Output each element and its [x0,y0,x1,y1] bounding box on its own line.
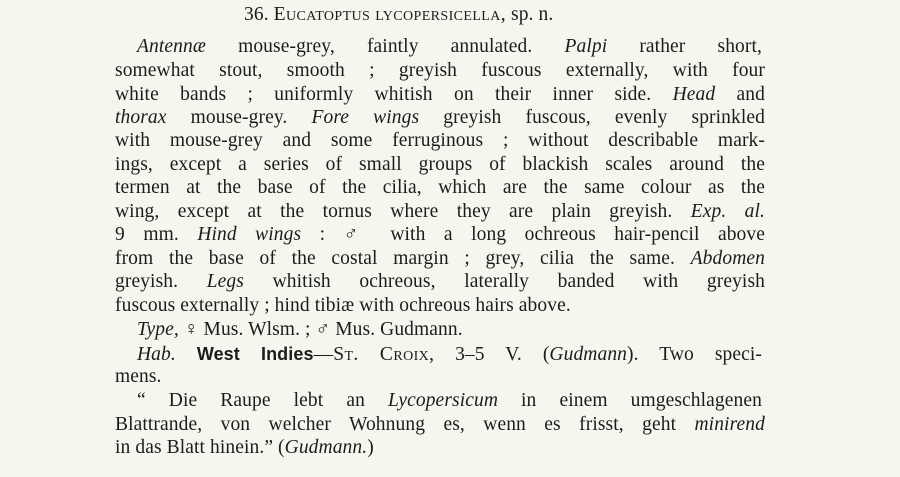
species-name: lycopersicella, [375,4,507,25]
term-thorax: thorax [115,107,167,128]
term-minirend: minirend [694,414,765,435]
description-line-9: 9 mm. Hind wings : ♂ with a long ochreous hair-pencil above [115,224,766,245]
quote-line-3: in das Blatt hinein.” (Gudmann.) [115,437,374,458]
description-line-1: Antennæ mouse-grey, faintly annulated. Palpi rather short, [137,36,762,57]
description-line-2: somewhat stout, smooth ; greyish fuscous externally, with four [115,60,765,81]
type-line: Type, ♀ Mus. Wlsm. ; ♂ Mus. Gudmann. [137,319,463,340]
quote-line-2: Blattrande, von welcher Wohnung es, wenn es frisst, geht minirend [115,414,765,435]
description-line-4: thorax mouse-grey. Fore wings greyish fuscous, evenly sprinkled [115,107,765,128]
term-palpi: Palpi [564,36,608,57]
species-status: sp. n. [511,4,554,25]
term-abdomen: Abdomen [690,248,765,269]
description-line-3: white bands ; uniformly whitish on their inner side. Head and [115,84,765,105]
species-heading [244,4,553,26]
term-fore-wings: Fore wings [311,107,420,128]
quote-attribution: Gudmann. [284,437,368,458]
habitat-label: Hab. [137,344,176,365]
species-number: 36. [244,4,269,25]
host-plant: Lycopersicum [387,390,498,411]
term-expanse: Exp. al. [690,201,765,222]
description-line-12: fuscous externally ; hind tibiæ with ochreous hairs above. [115,295,571,316]
habitat-line: Hab. West Indies—St. Croix, 3–5 V. (Gudmann). Two speci- [137,344,763,365]
quote-line-1: “ Die Raupe lebt an Lycopersicum in einem umgeschlagenen [137,390,762,411]
habitat-line-cont: mens. [115,366,162,387]
genus-name: Eucatoptus [273,4,371,25]
description-line-5: with mouse-grey and some ferruginous ; without describable mark- [115,130,765,151]
description-line-11: greyish. Legs whitish ochreous, laterally banded with greyish [115,271,765,292]
habitat-locality: St. Croix [333,344,430,365]
description-line-6: ings, except a series of small groups of blackish scales around the [115,154,765,175]
term-head: Head [672,84,716,105]
description-line-8: wing, except at the tornus where they are plain greyish. Exp. al. [115,201,765,222]
type-label: Type, [137,319,179,340]
term-legs: Legs [206,271,244,292]
term-hind-wings: Hind wings [197,224,302,245]
term-antennae: Antennæ [137,36,206,57]
description-line-10: from the base of the costal margin ; grey, cilia the same. Abdomen [115,248,765,269]
habitat-collector: Gudmann [549,344,628,365]
description-line-7: termen at the base of the cilia, which are the same colour as the [115,177,765,198]
habitat-region: West Indies [196,344,314,364]
